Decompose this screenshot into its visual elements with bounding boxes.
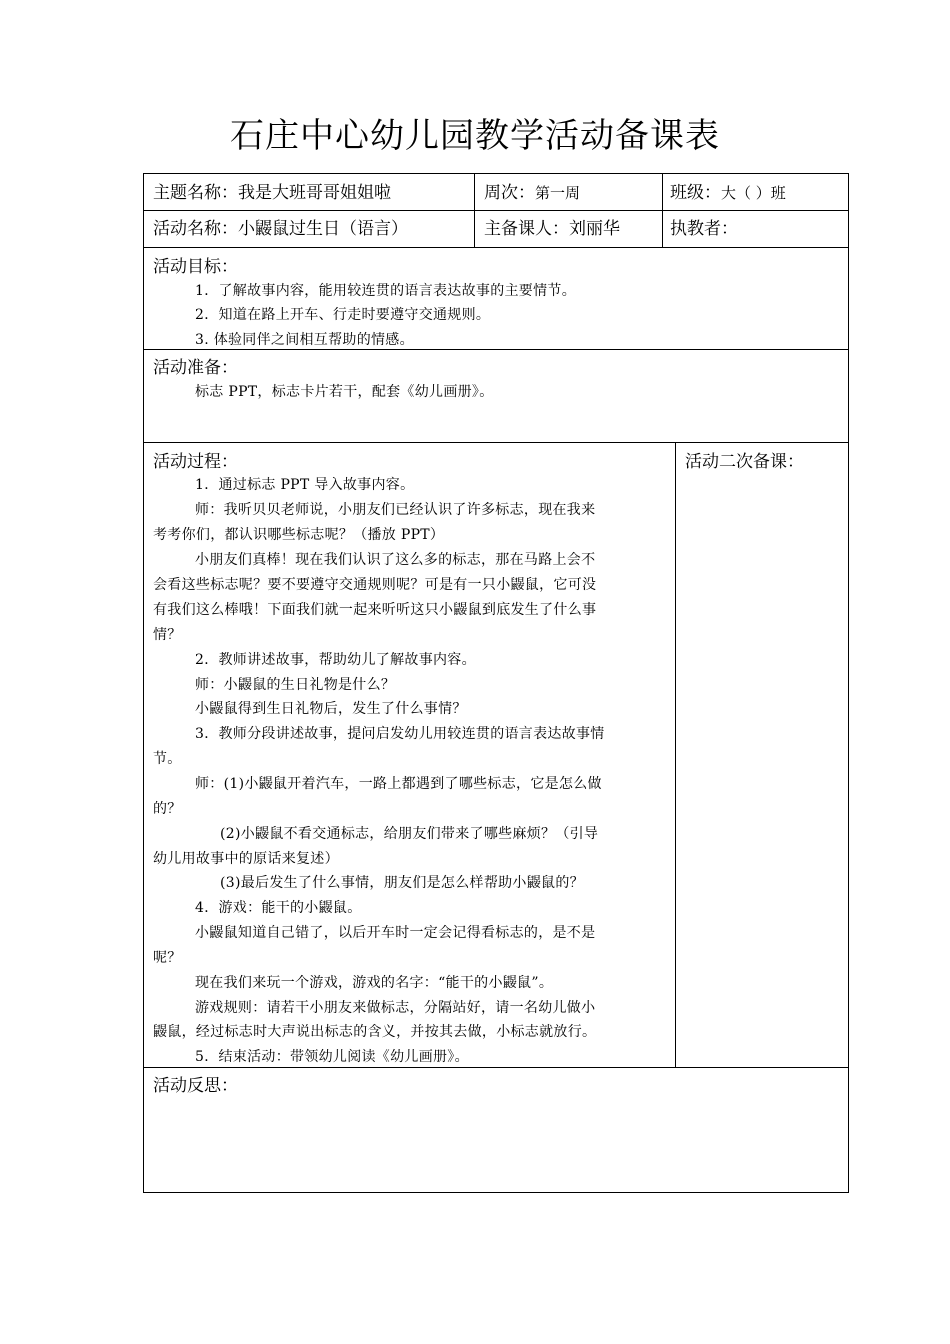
prep-label: 活动准备： <box>153 358 238 378</box>
process-line: 的？ <box>153 801 182 817</box>
week-value: 第一周 <box>535 184 581 202</box>
process-line: 鼹鼠，经过标志时大声说出标志的含义，并按其去做，小标志就放行。 <box>153 1024 597 1040</box>
process-line: 1．通过标志 PPT 导入故事内容。 <box>195 477 415 493</box>
process-line: 会看这些标志呢？要不要遵守交通规则呢？可是有一只小鼹鼠，它可没 <box>153 577 597 593</box>
activity-cell <box>153 214 408 239</box>
process-line: 师：(1)小鼹鼠开着汽车，一路上都遇到了哪些标志，它是怎么做 <box>195 776 602 792</box>
row-divider <box>143 247 849 248</box>
process-line: 幼儿用故事中的原话来复述） <box>153 851 339 867</box>
second-prep-label: 活动二次备课： <box>685 452 804 472</box>
process-line: 师：小鼹鼠的生日礼物是什么？ <box>195 677 396 693</box>
prep-line: 标志 PPT，标志卡片若干，配套《幼儿画册》。 <box>195 384 494 400</box>
class-value: 大（ ）班 <box>721 184 786 202</box>
teacher-label: 执教者： <box>670 219 738 239</box>
column-divider <box>662 173 663 247</box>
goal-line: 3. 体验同伴之间相互帮助的情感。 <box>195 332 414 348</box>
theme-label: 主题名称： <box>153 183 238 203</box>
theme-value: 我是大班哥哥姐姐啦 <box>238 183 391 203</box>
week-label: 周次： <box>484 183 535 203</box>
process-line: 游戏规则：请若干小朋友来做标志，分隔站好，请一名幼儿做小 <box>195 1000 596 1016</box>
process-line: 情？ <box>153 627 182 643</box>
preparer-label: 主备课人： <box>484 219 569 239</box>
process-line: 小鼹鼠知道自己错了，以后开车时一定会记得看标志的，是不是 <box>195 925 596 941</box>
column-divider <box>675 442 676 1067</box>
class-cell <box>670 178 786 203</box>
process-line: (3)最后发生了什么事情，朋友们是怎么样帮助小鼹鼠的？ <box>220 875 584 891</box>
teacher-cell <box>670 214 738 239</box>
page-title: 石庄中心幼儿园教学活动备课表 <box>230 116 720 156</box>
process-line: 师：我听贝贝老师说，小朋友们已经认识了许多标志，现在我来 <box>195 502 596 518</box>
activity-value: 小鼹鼠过生日（语言） <box>238 219 408 239</box>
process-line: 小鼹鼠得到生日礼物后，发生了什么事情？ <box>195 701 467 717</box>
preparer-value: 刘丽华 <box>569 219 620 239</box>
activity-label: 活动名称： <box>153 219 238 239</box>
process-line: (2)小鼹鼠不看交通标志，给朋友们带来了哪些麻烦？（引导 <box>220 826 599 842</box>
row-divider <box>143 349 849 350</box>
goal-line: 2．知道在路上开车、行走时要遵守交通规则。 <box>195 307 491 323</box>
row-divider <box>143 442 849 443</box>
process-line: 5．结束活动：带领幼儿阅读《幼儿画册》。 <box>195 1049 469 1065</box>
process-line: 呢？ <box>153 950 182 966</box>
column-divider <box>474 173 475 247</box>
preparer-cell <box>484 214 620 239</box>
class-label: 班级： <box>670 183 721 203</box>
reflection-label: 活动反思： <box>153 1076 238 1096</box>
process-label: 活动过程： <box>153 452 238 472</box>
goal-line: 1．了解故事内容，能用较连贯的语言表达故事的主要情节。 <box>195 283 577 299</box>
goals-label: 活动目标： <box>153 257 238 277</box>
process-line: 2．教师讲述故事，帮助幼儿了解故事内容。 <box>195 652 476 668</box>
process-line: 小朋友们真棒！现在我们认识了这么多的标志，那在马路上会不 <box>195 552 596 568</box>
theme-cell <box>153 178 391 203</box>
row-divider <box>143 1067 849 1068</box>
process-line: 有我们这么棒哦！下面我们就一起来听听这只小鼹鼠到底发生了什么事 <box>153 602 597 618</box>
process-line: 4．游戏：能干的小鼹鼠。 <box>195 900 362 916</box>
row-divider <box>143 210 849 211</box>
process-line: 节。 <box>153 751 182 767</box>
week-cell <box>484 178 580 203</box>
process-line: 3．教师分段讲述故事，提问启发幼儿用较连贯的语言表达故事情 <box>195 726 605 742</box>
process-line: 现在我们来玩一个游戏，游戏的名字：“能干的小鼹鼠”。 <box>195 975 554 991</box>
process-line: 考考你们，都认识哪些标志呢？（播放 PPT） <box>153 527 445 543</box>
